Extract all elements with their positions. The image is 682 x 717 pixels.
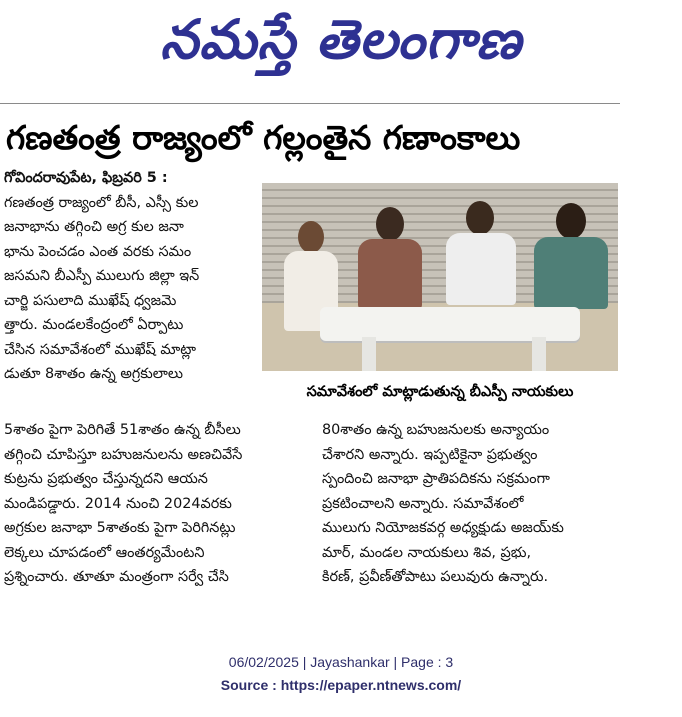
text-line: జసమని బీఎస్పీ ములుగు జిల్లా ఇన్ bbox=[4, 268, 200, 284]
text-line: చేశారని అన్నారు. ఇప్పటికైనా ప్రభుత్వం bbox=[322, 446, 538, 463]
dateline: గోవిందరావుపేట, ఫిబ్రవరి 5 : bbox=[4, 170, 168, 186]
text-line: 5శాతం పైగా పెరిగితే 51శాతం ఉన్న బీసీలు bbox=[4, 422, 241, 438]
text-line: డుతూ 8శాతం ఉన్న అగ్రకులాలు bbox=[4, 366, 184, 382]
header-divider bbox=[0, 103, 620, 104]
text-line: చార్జి పసులాది ముఖేష్ ధ్వజమె bbox=[4, 292, 177, 309]
text-line: ములుగు నియోజకవర్గ అధ్యక్షుడు అజయ్‌కు bbox=[322, 520, 564, 536]
masthead bbox=[0, 0, 682, 92]
article-column-right bbox=[322, 418, 620, 590]
text-line: మండిపడ్డారు. 2014 నుంచి 2024వరకు bbox=[4, 495, 232, 512]
text-line: త్తారు. మండలకేంద్రంలో ఏర్పాటు bbox=[4, 317, 184, 333]
text-line: భాను పెంచడం ఎంత వరకు సమం bbox=[4, 243, 192, 260]
text-line: మార్, మండల నాయకులు శివ, ప్రభు, bbox=[322, 544, 532, 561]
text-line: జనాభాను తగ్గించి అగ్ర కుల జనా bbox=[4, 219, 184, 235]
text-line: తగ్గించి చూపిస్తూ బహుజనులను అణచివేసే bbox=[4, 446, 243, 463]
text-line: ప్రశ్నించారు. తూతూ మంత్రంగా సర్వే చేసి bbox=[4, 569, 229, 585]
table bbox=[320, 307, 580, 341]
article-headline: గణతంత్ర రాజ్యంలో గల్లంతైన గణాంకాలు bbox=[6, 118, 521, 157]
text-line: గణతంత్ర రాజ్యంలో బీసీ, ఎస్సీ కుల bbox=[4, 194, 199, 211]
text-line: అగ్రకుల జనాభా 5శాతంకు పైగా పెరిగినట్లు bbox=[4, 520, 236, 536]
person-3 bbox=[440, 201, 520, 366]
text-line: చేసిన సమావేశంలో ముఖేష్ మాట్లా bbox=[4, 341, 196, 358]
text-line: స్పందించి జనాభా ప్రాతిపదికను సక్రమంగా bbox=[322, 471, 550, 487]
photo-caption: సమావేశంలో మాట్లాడుతున్న బీఎస్పీ నాయకులు bbox=[306, 384, 574, 400]
text-line: లెక్కలు చూపడంలో ఆంతర్యమేంటని bbox=[4, 544, 205, 561]
person-1 bbox=[280, 221, 340, 371]
text-line: 80శాతం ఉన్న బహుజనులకు అన్యాయం bbox=[322, 422, 550, 438]
article-column-left-top bbox=[4, 166, 252, 387]
text-line: ప్రకటించాలని అన్నారు. సమావేశంలో bbox=[322, 495, 524, 512]
footer-source: Source : https://epaper.ntnews.com/ bbox=[220, 677, 462, 693]
news-photo bbox=[262, 183, 618, 371]
text-line: కిరణ్, ప్రవీణ్‌తోపాటు పలువురు ఉన్నారు. bbox=[322, 569, 549, 585]
footer-meta: 06/02/2025 | Jayashankar | Page : 3 bbox=[228, 654, 454, 670]
article-column-left-bottom bbox=[4, 418, 302, 590]
text-line: కుట్రను ప్రభుత్వం చేస్తున్నదని ఆయన bbox=[4, 471, 208, 487]
newspaper-logo: నమస్తే తెలంగాణ bbox=[160, 7, 522, 71]
